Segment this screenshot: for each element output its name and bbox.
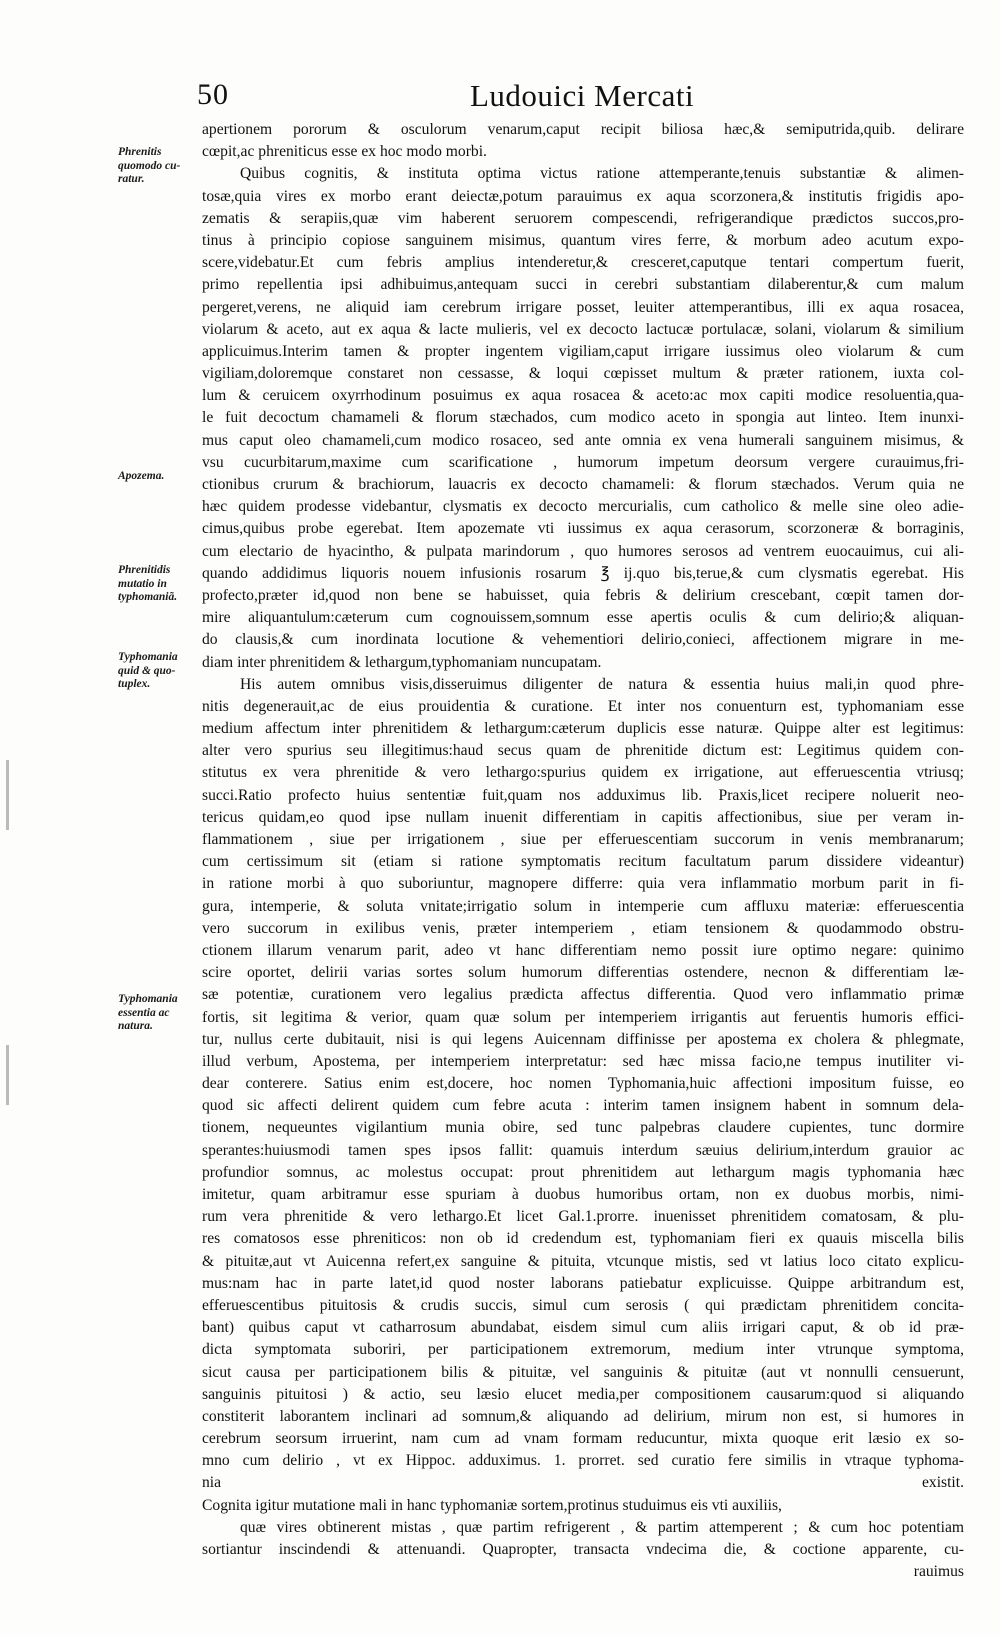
text-line: profundior somnus, ac molestus occupat: prout phrenitidem aut lethargum magis typhomania hæc [202, 1163, 964, 1181]
text-line: quæ vires obtinerent mistas , quæ partim refrigerent , & partim attemperent ; & cum hoc potentiam [240, 1518, 964, 1536]
text-line: fortis, sit legitima & verior, quam quæ solum per intemperiem irrigantis aut feruentis humoris effici- [202, 1008, 964, 1026]
text-line: sperantes:huiusmodi tamen spes ipsos fallit: quamuis interdum sæuius delirium,interdum grauior ac [202, 1141, 964, 1159]
text-line: succi.Ratio profecto huius sententiæ fuit,quam nos adduximus lib. Praxis,licet recipere noluerit neo- [202, 786, 964, 804]
margin-note-line: Phrenitidis [118, 564, 171, 576]
margin-note-line: quomodo cu- [118, 159, 181, 172]
margin-note [118, 146, 202, 187]
text-line: profecto,præter id,quod non bene se habuisset, quia febris & delirium crescebant, cœpit tamen dor- [202, 586, 964, 604]
text-line: sicut causa per participationem bilis & pituitæ, vel sanguinis & pituitæ (aut vt nonnulli censuerunt, [202, 1363, 964, 1381]
text-line: primo repellentia ipsi adhibuimus,antequam succi in cerebri substantiam dilaberentur,& cum malum [202, 276, 964, 294]
text-line: medium affectum inter phrenitidem & lethargum:cæterum duplicis esse naturæ. Quippe alter est legitimus: [202, 720, 964, 738]
text-line: illud verbum, Apostema, per intemperiem interpretatur: sed hæc missa facio,ne tempus inutiliter vi- [202, 1052, 964, 1070]
text-line: ctionibus crurum & brachiorum, lauacris ex decocto chamameli: & florum stæchados. Verum quia ne [202, 476, 964, 493]
text-line: hæc quidem prodesse videbantur, clysmatis ex decocto mercurialis, cum catholico & melle sine oleo adie- [202, 498, 964, 516]
text-line: nitis degenerauit,ac de eius prouidentia & curatione. Et inter nos conuenturn est, typhomaniam esse [202, 697, 964, 715]
text-line: tionem, nequeuntes vigilantium munia obire, sed tunc palpebras claudere cupientes, tunc dormire [202, 1119, 964, 1137]
text-line: mire aliquantulum:cæterum cum cognouissem,somnum esse apertis oculis & cum delirio;& aliquan- [202, 609, 964, 627]
margin-note [118, 651, 202, 692]
text-line: mus caput oleo chamameli,cum modico rosaceo, sed ante omnia ex vena humerali sanguinem misimus, & [202, 431, 964, 449]
text-line: tosæ,quia vires ex morbo erant deiectæ,potum parauimus ex aqua scorzonera,& institutis frigidis apo- [202, 187, 964, 205]
text-line: apertionem pororum & osculorum venarum,caput recipit biliosa hæc,& semiputrida,quib. delirare [202, 121, 964, 138]
margin-note-line: quid & quo- [118, 664, 176, 677]
text-line: sortiantur inscindendi & attenuandi. Quapropter, transacta vndecima die, & coctione apparente, cu- [202, 1541, 964, 1558]
body-text [202, 119, 964, 1583]
text-line: efferuescentibus pituitosis & crudis succis, simul cum serosis ( qui prædictam phrenitidem concita- [202, 1296, 964, 1314]
text-line: pergeret,verens, ne aliquid iam cerebrum irrigare posset, leuiter attemperantibus, illi ex aqua rosacea, [202, 298, 964, 316]
scan-edge-mark [6, 760, 9, 830]
text-line: vigiliam,doloremque constaret non cessasse, & loqui cœpisset multum & præter rationem, iuxta col- [202, 365, 964, 383]
margin-note-line: ratur. [118, 173, 145, 185]
text-line: cimus,quibus probe egerebat. Item apozemate vti iussimus ex aqua cerasorum, scorzoneræ & borraginis, [202, 520, 964, 538]
margin-note-line: essentia ac [118, 1006, 170, 1019]
text-line: do clausis,& cum inordinata locutione & vehementiori delirio,conieci, affectionem migrare in me- [202, 631, 964, 649]
scan-edge-mark [6, 1045, 9, 1105]
text-line: cum electario de hyacintho, & pulpata marindorum , quo humores serosos ad ventrem euocauimus, cui ali- [202, 542, 964, 560]
text-line: rauimus [913, 1563, 964, 1581]
text-line: res comatosos esse phreniticos: non ob id credendum est, typhomaniam fieri ex quauis miscella bilis [202, 1230, 964, 1248]
text-line: vsu cucurbitarum,maxime cum scarificatione , humorum impetum deorsum vergere curauimus,fri- [202, 453, 964, 471]
margin-note-line: tuplex. [118, 678, 151, 690]
margin-note-line: mutatio in [118, 577, 167, 590]
text-line: sanguinis pituitosi ) & actio, seu læsio elucet media,per compositionem causarum:quod si aliquando [202, 1385, 964, 1403]
text-line: cum certissimum sit (etiam si ratione symptomatis recitum facultatum parum dissidere videantur) [202, 853, 964, 871]
text-line: alter vero spurius seu illegitimus:haud secus quam de phrenitide dictum est: Legitimus quidem con- [202, 742, 964, 760]
text-line: bant) quibus caput vt catharrosum abundabat, eisdem simul cum aliis irrigari caput, & ob id præ- [202, 1319, 964, 1337]
text-line: tur, nullus certe dubitauit, nisi is qui legens Auicennam diffinisse per apostema ex cholera & phlegmate, [202, 1030, 964, 1048]
text-line: imitetur, quam arbitramur esse spuriam à duobus humoribus ortam, non ex duobus morbis, nimi- [202, 1186, 964, 1203]
margin-note-line: natura. [118, 1020, 153, 1032]
running-head: Ludouici Mercati [470, 78, 695, 113]
text-line: vero succorum in exilibus venis, præter intemperiem , etiam tensionem & quodammodo obstru- [202, 919, 964, 937]
margin-note-line: Typhomania [118, 651, 178, 663]
page-number: 50 [197, 78, 229, 111]
text-line: in ratione morbi à quo suboriuntur, magnopere differre: quia vera inflammatio morbum parit in fi- [202, 875, 964, 893]
text-line: Quibus cognitis, & instituta optima victus ratione attemperante,tenuis substantiæ & alimen- [240, 165, 964, 183]
text-line: dear conterere. Satius enim est,docere, hoc nomen Typhomania,huic affectioni impositum fuisse, eo [202, 1075, 964, 1093]
text-line: Cognita igitur mutatione mali in hanc typhomaniæ sortem,protinus studuimus eis vti auxiliis, [202, 1496, 782, 1514]
text-line: flammationem , siue per irrigationem , siue per efferuescentiam succorum in venis membranarum; [202, 831, 964, 848]
text-line: sæ potentiæ, curationem vero legalius prædicta affectus differentia. Quod vero inflammatio primæ [202, 986, 964, 1004]
text-line: tericus quidam,eo quod ipse nullam inuenit differentiam in capitis affectionibus, siue per veram in- [202, 808, 964, 826]
text-line: le fuit decoctum chamameli & florum stæchados, cum modico aceto in spongia aut linteo. Item inunxi- [202, 409, 964, 427]
text-line: gura, intemperie, & soluta vnitate;irrigatio solum in intemperie cum affluxu materiæ: efferuescentia [202, 897, 964, 915]
text-line: diam inter phrenitidem & lethargum,typhomaniam nuncupatam. [202, 653, 602, 671]
margin-note [118, 470, 202, 484]
margin-note-line: Apozema. [118, 470, 165, 482]
text-line: applicuimus.Interim tamen & propter ingentem vigiliam,caput irrigare iussimus oleo violarum & cum [202, 342, 964, 360]
text-line: quando addidimus liquoris nouem infusionis rosarum ℥ ij.quo bis,terue,& cum clysmatis egerebat. His [202, 564, 964, 582]
text-line: constiterit laborantem inclinari ad somnum,& aliquando ad delirium, mirum non est, si humores in [202, 1407, 964, 1425]
text-line: stitutus ex vera phrenitide & vero lethargo:spurius quidem ex irrigatione, aut efferuescentia vtriusq; [202, 764, 964, 782]
text-line: violarum & aceto, aut ex aqua & lacte mulieris, vel ex decocto lactucæ portulacæ, solani, violarum & similium [202, 320, 964, 338]
margin-note [118, 993, 202, 1034]
text-line: scire oportet, delirii varias sortes solum humorum differentias ostendere, necnon & differentiam læ- [202, 964, 964, 982]
text-line: & pituitæ,aut vt Auicenna refert,ex sanguine & pituita, vtcunque mistis, sed vt latius loco citato explicu- [202, 1252, 964, 1270]
text-line: nia existit. [202, 1474, 964, 1492]
text-line: cœpit,ac phreniticus esse ex hoc modo morbi. [202, 143, 487, 161]
text-line: cerebrum seorsum irruerint, nam cum ad vnam formam reducuntur, mixta quoque erit læsio ex so- [202, 1430, 964, 1448]
text-line: His autem omnibus visis,disseruimus diligenter de natura & essentia huius mali,in quod phre- [240, 675, 964, 693]
text-line: mno cum delirio , vt ex Hippoc. adduximus. 1. prorret. sed curatio fere similis in vtraque typhoma- [202, 1452, 964, 1470]
text-line: quod sic affecti delirent quidem cum febre acuta : interim tamen insignem habent in somnum dela- [202, 1097, 964, 1115]
text-line: dicta symptomata suboriri, per participationem extremorum, medium inter vtrunque symptoma, [202, 1341, 964, 1359]
margin-note-line: Phrenitis [118, 146, 162, 158]
text-line: mus:nam hac in parte latet,id quod noster laborans patiebatur explicuisse. Quippe arbitrandum est, [202, 1274, 964, 1292]
margin-note-line: Typhomania [118, 993, 178, 1005]
text-line: ctionem illarum venarum parit, adeo vt hanc differentiam nemo possit iure optimo negare: quinimo [202, 941, 964, 959]
margin-note-line: typhomaniã. [118, 591, 178, 603]
text-line: tinus à principio copiose sanguinem misimus, quantum vires ferre, & morbum adeo acutum expo- [202, 231, 964, 249]
text-line: zematis & serapiis,quæ vim haberent seruorem compescendi, refrigerandique prædictos succos,pro- [202, 209, 964, 227]
text-line: lum & ceruicem oxyrrhodinum posuimus ex aqua rosacea & aceto:ac mox capiti modice resoluentia,qua- [202, 387, 964, 405]
text-line: rum vera phrenitide & vero lethargo.Et licet Gal.1.prorre. inuenisset phrenitidem comatosam, & plu- [202, 1208, 964, 1226]
margin-note [118, 564, 202, 605]
text-line: scere,videbatur.Et cum febris amplius intenderetur,& cresceret,caputque tentari compertum fuerit, [202, 254, 964, 272]
